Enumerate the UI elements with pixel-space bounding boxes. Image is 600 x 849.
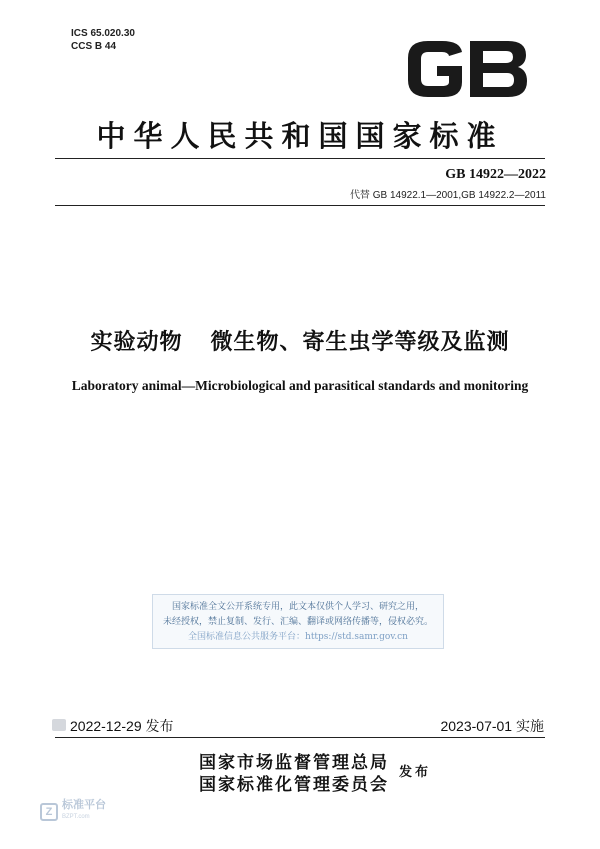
notice-line-2: 未经授权，禁止复制、发行、汇编、翻译或网络传播等，侵权必究。	[162, 617, 433, 627]
issuer-samr: 国家市场监督管理总局	[199, 753, 389, 773]
watermark-name: 标准平台	[62, 799, 106, 811]
notice-line-3: 全国标准信息公共服务平台：https://std.samr.gov.cn	[188, 632, 408, 642]
english-title: Laboratory animal—Microbiological and parasitical standards and monitoring	[71, 378, 529, 393]
gb-logo-icon	[404, 38, 530, 100]
watermark-logo-icon: Z	[40, 803, 58, 821]
standard-number: GB 14922—2022	[445, 167, 546, 182]
copyright-notice	[152, 594, 444, 649]
notice-line-1: 国家标准全文公开系统专用，此文本仅供个人学习、研究之用，	[171, 602, 424, 612]
header-divider	[55, 205, 545, 206]
document-title	[0, 325, 600, 356]
ccs-code: CCS B 44	[71, 41, 117, 52]
gb-logo	[404, 38, 530, 100]
issuer-sac: 国家标准化管理委员会	[199, 775, 389, 795]
national-standard-title: 中华人民共和国国家标准	[96, 119, 504, 153]
classification-codes	[71, 27, 135, 53]
replaces-note: 代替 GB 14922.1—2001,GB 14922.2—2011	[349, 190, 546, 201]
issue-label: 发布	[399, 765, 432, 780]
implementation-date: 2023-07-01 实施	[440, 718, 544, 734]
publish-date: 2022-12-29 发布	[70, 718, 174, 734]
platform-watermark	[40, 800, 106, 823]
document-title-part2: 微生物、寄生虫学等级及监测	[210, 329, 510, 355]
ics-code: ICS 65.020.30	[71, 28, 135, 39]
document-title-part1: 实验动物	[90, 329, 183, 355]
watermark-sub: BZPT.com	[62, 814, 90, 820]
footer-divider	[55, 737, 545, 738]
top-divider	[55, 158, 545, 159]
